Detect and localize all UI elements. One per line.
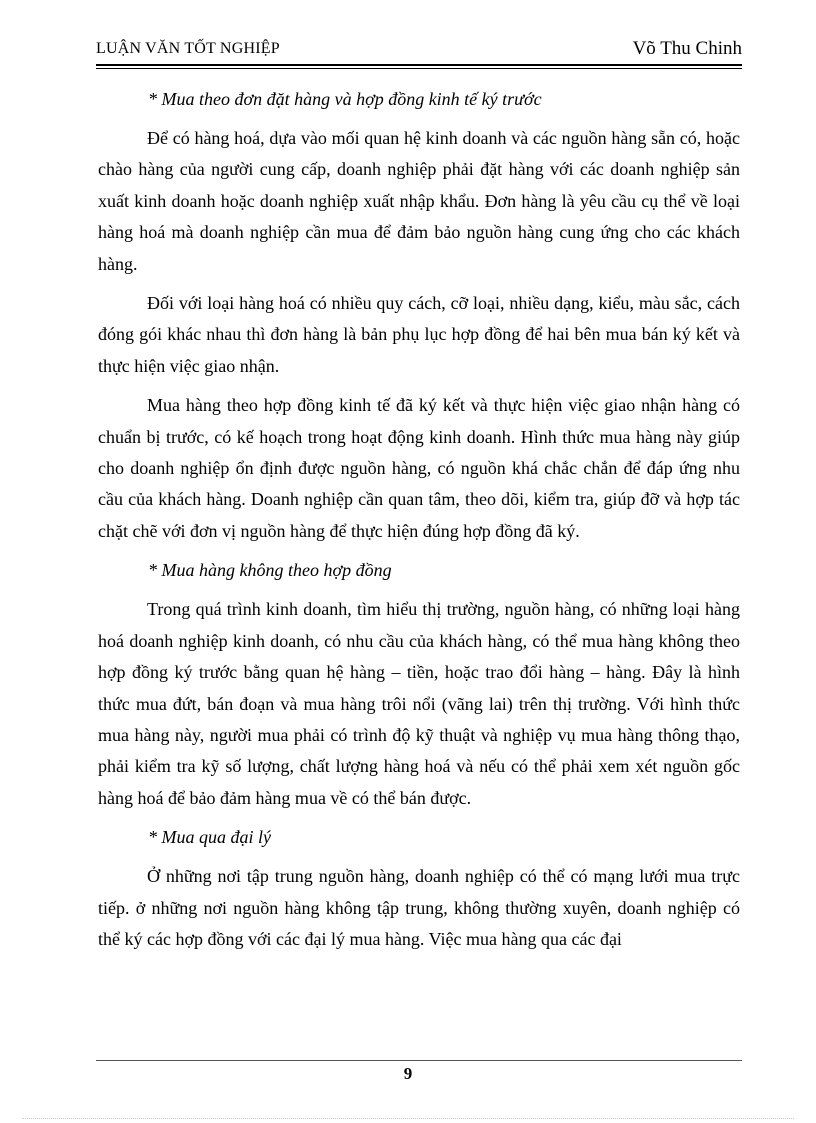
section-heading-no-contract: * Mua hàng không theo hợp đồng — [148, 560, 392, 581]
paragraph: Mua hàng theo hợp đồng kinh tế đã ký kết và thực hiện việc giao nhận hàng có chuẩn bị trước, có kế hoạch trong hoạt động kinh doanh. Hình thức mua hàng này giúp cho doanh nghiệp ổn định được nguồn hàng, có nguồn khá chắc chắn để đáp ứng nhu cầu của khách hàng. Doanh nghiệp cần quan tâm, theo dõi, kiểm tra, giúp đỡ và hợp tác chặt chẽ với đơn vị nguồn hàng để thực hiện đúng hợp đồng đã ký. — [98, 395, 740, 541]
paragraph: Trong quá trình kinh doanh, tìm hiểu thị trường, nguồn hàng, có những loại hàng hoá doanh nghiệp kinh doanh, có nhu cầu của khách hàng, có thể mua hàng không theo hợp đồng ký trước bằng quan hệ hàng – tiền, hoặc trao đổi hàng – hàng. Đây là hình thức mua đứt, bán đoạn và mua hàng trôi nổi (vãng lai) trên thị trường. Với hình thức mua hàng này, người mua phải có trình độ kỹ thuật và nghiệp vụ mua hàng thông thạo, phải kiểm tra kỹ số lượng, chất lượng hàng hoá và nếu có thể phải xem xét nguồn gốc hàng hoá để bảo đảm hàng mua về có thể bán được. — [98, 599, 740, 808]
thesis-label: LUẬN VĂN TỐT NGHIỆP — [96, 40, 280, 57]
paragraph: Đối với loại hàng hoá có nhiều quy cách, cỡ loại, nhiều dạng, kiểu, màu sắc, cách đóng gói khác nhau thì đơn hàng là bản phụ lục hợp đồng để hai bên mua bán ký kết và thực hiện việc giao nhận. — [98, 293, 740, 376]
paragraph: Để có hàng hoá, dựa vào mối quan hệ kinh doanh và các nguồn hàng sẵn có, hoặc chào hàng của người cung cấp, doanh nghiệp phải đặt hàng với các doanh nghiệp sản xuất kinh doanh hoặc doanh nghiệp xuất nhập khẩu. Đơn hàng là yêu cầu cụ thể về loại hàng hoá mà doanh nghiệp cần mua để đảm bảo nguồn hàng cung ứng cho các khách hàng. — [98, 128, 740, 274]
paragraph: Ở những nơi tập trung nguồn hàng, doanh nghiệp có thể có mạng lưới mua trực tiếp. ở những nơi nguồn hàng không tập trung, không thường xuyên, doanh nghiệp có thể ký các hợp đồng với các đại lý mua hàng. Việc mua hàng qua các đại — [98, 866, 740, 949]
section-heading-agent: * Mua qua đại lý — [148, 827, 271, 848]
header-rule-thin — [96, 68, 742, 69]
section-heading-order-contract: * Mua theo đơn đặt hàng và hợp đồng kinh tế ký trước — [148, 89, 542, 109]
page-header — [96, 38, 742, 64]
header-rule-thick — [96, 64, 742, 66]
page-number: 9 — [403, 1064, 413, 1083]
page-body — [98, 84, 740, 963]
footer-rule — [96, 1060, 742, 1061]
author-name: Võ Thu Chinh — [632, 38, 742, 59]
page-bottom-border — [22, 1118, 794, 1119]
